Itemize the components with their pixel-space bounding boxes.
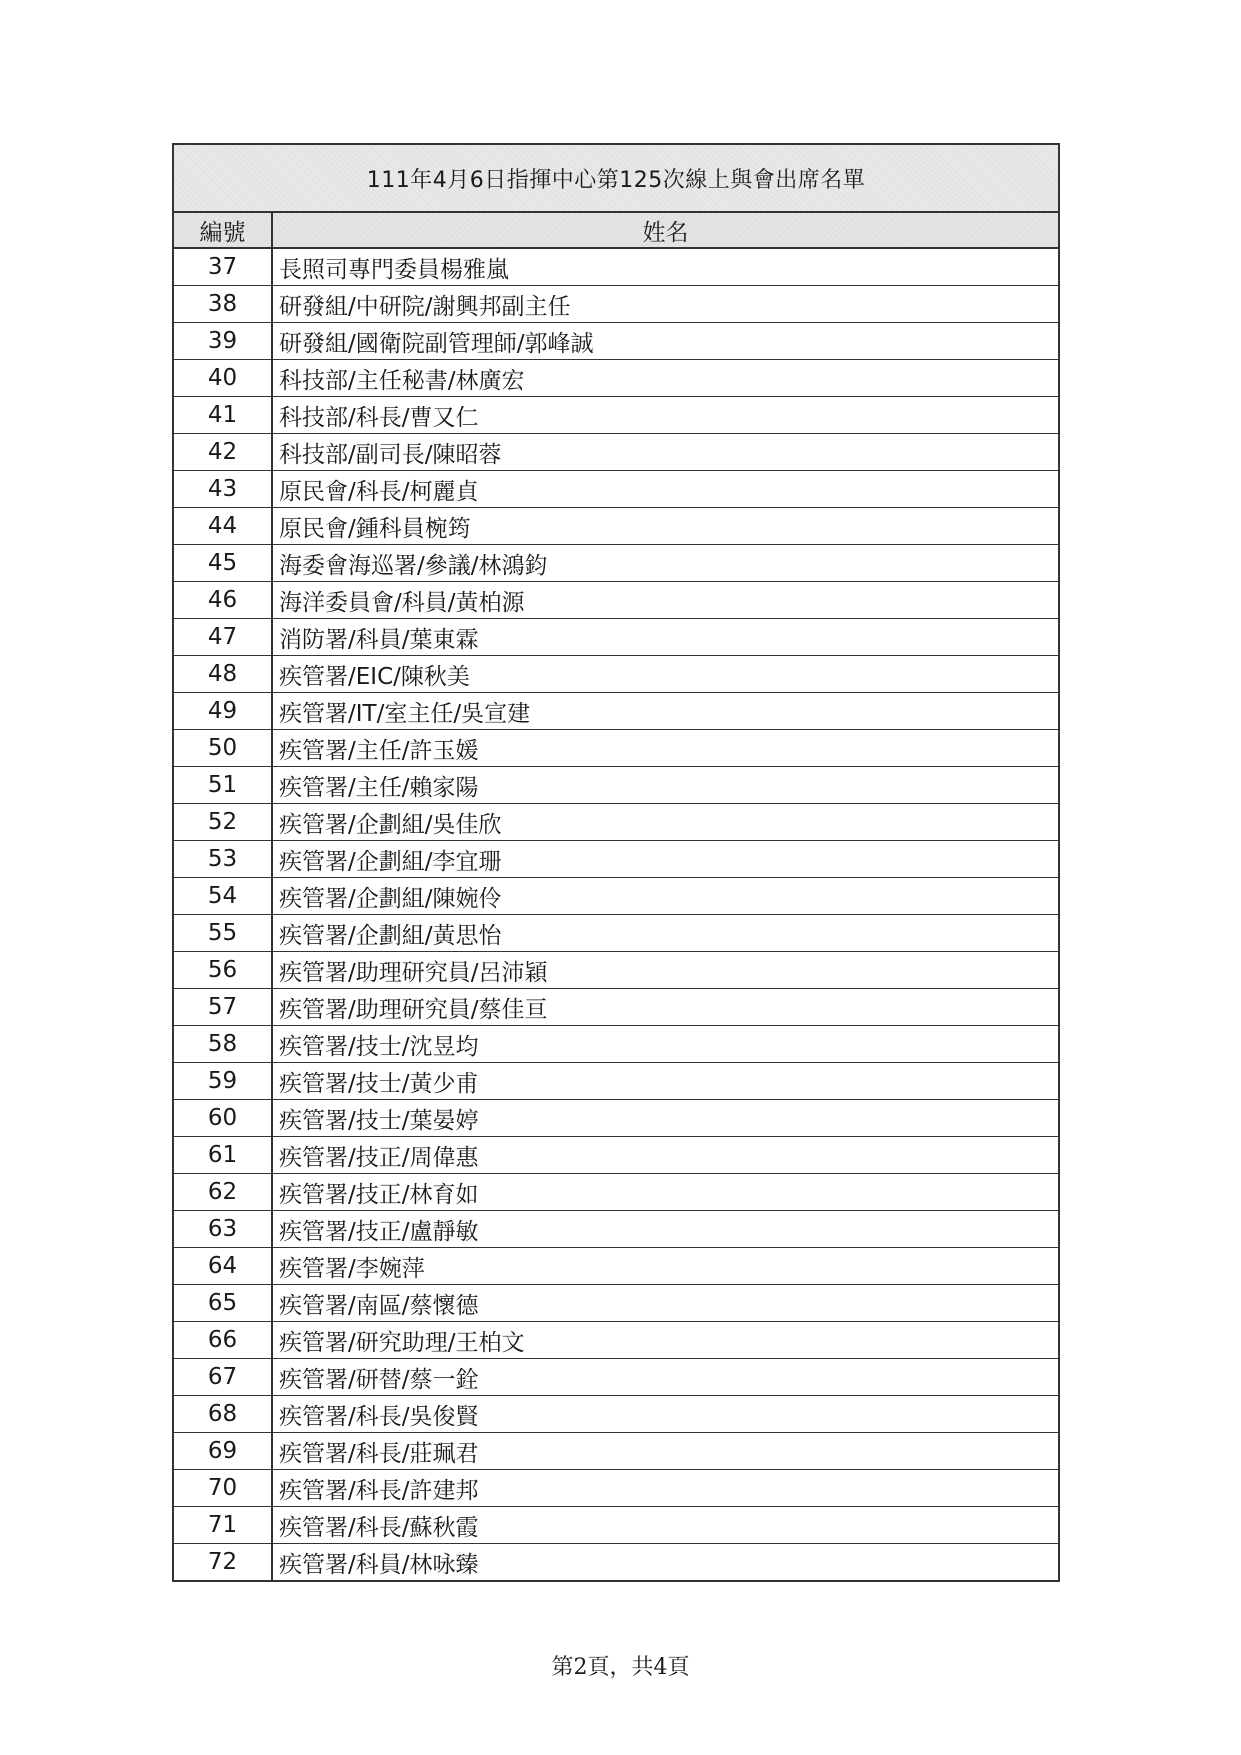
row-name: 疾管署/技士/黃少甫 xyxy=(272,1063,1058,1100)
table-row xyxy=(174,1248,1058,1285)
row-name: 疾管署/技士/葉晏婷 xyxy=(272,1100,1058,1137)
row-number: 58 xyxy=(174,1026,272,1063)
row-name: 疾管署/企劃組/吳佳欣 xyxy=(272,804,1058,841)
table-row xyxy=(174,878,1058,915)
table-row xyxy=(174,1396,1058,1433)
table-row xyxy=(174,508,1058,545)
table-row xyxy=(174,323,1058,360)
header-row xyxy=(174,213,1058,248)
row-name: 疾管署/李婉萍 xyxy=(272,1248,1058,1285)
table-row xyxy=(174,582,1058,619)
row-number: 53 xyxy=(174,841,272,878)
table-row xyxy=(174,545,1058,582)
row-number: 48 xyxy=(174,656,272,693)
table-row xyxy=(174,1322,1058,1359)
attendance-sheet xyxy=(172,143,1060,1582)
row-number: 54 xyxy=(174,878,272,915)
column-header-number: 編號 xyxy=(174,213,272,248)
row-number: 61 xyxy=(174,1137,272,1174)
table-row xyxy=(174,1026,1058,1063)
table-row xyxy=(174,767,1058,804)
row-name: 疾管署/技正/盧靜敏 xyxy=(272,1211,1058,1248)
row-name: 疾管署/EIC/陳秋美 xyxy=(272,656,1058,693)
table-row xyxy=(174,1211,1058,1248)
row-number: 43 xyxy=(174,471,272,508)
row-name: 疾管署/技士/沈昱均 xyxy=(272,1026,1058,1063)
table-row xyxy=(174,693,1058,730)
row-name: 長照司專門委員楊雅嵐 xyxy=(272,248,1058,286)
row-number: 69 xyxy=(174,1433,272,1470)
table-row xyxy=(174,1433,1058,1470)
row-number: 49 xyxy=(174,693,272,730)
row-number: 59 xyxy=(174,1063,272,1100)
row-name: 疾管署/科長/許建邦 xyxy=(272,1470,1058,1507)
column-header-name: 姓名 xyxy=(272,213,1058,248)
row-number: 71 xyxy=(174,1507,272,1544)
row-name: 疾管署/研究助理/王柏文 xyxy=(272,1322,1058,1359)
row-name: 疾管署/主任/賴家陽 xyxy=(272,767,1058,804)
row-number: 55 xyxy=(174,915,272,952)
table-row xyxy=(174,1137,1058,1174)
row-name: 科技部/主任秘書/林廣宏 xyxy=(272,360,1058,397)
table-row xyxy=(174,1174,1058,1211)
table-row xyxy=(174,1544,1058,1581)
row-number: 42 xyxy=(174,434,272,471)
row-name: 疾管署/企劃組/李宜珊 xyxy=(272,841,1058,878)
row-number: 51 xyxy=(174,767,272,804)
row-number: 72 xyxy=(174,1544,272,1581)
table-row xyxy=(174,471,1058,508)
table-row xyxy=(174,656,1058,693)
table-row xyxy=(174,915,1058,952)
row-name: 疾管署/主任/許玉媛 xyxy=(272,730,1058,767)
table-row xyxy=(174,730,1058,767)
row-number: 57 xyxy=(174,989,272,1026)
row-number: 50 xyxy=(174,730,272,767)
row-name: 疾管署/科長/吳俊賢 xyxy=(272,1396,1058,1433)
row-name: 原民會/鍾科員椀筠 xyxy=(272,508,1058,545)
row-name: 科技部/副司長/陳昭蓉 xyxy=(272,434,1058,471)
table-row xyxy=(174,360,1058,397)
table-body xyxy=(174,248,1058,1580)
table-row xyxy=(174,1507,1058,1544)
row-number: 52 xyxy=(174,804,272,841)
attendance-table xyxy=(174,213,1058,1580)
row-name: 疾管署/技正/周偉惠 xyxy=(272,1137,1058,1174)
row-number: 39 xyxy=(174,323,272,360)
row-number: 37 xyxy=(174,248,272,286)
row-number: 60 xyxy=(174,1100,272,1137)
sheet-title: 111年4月6日指揮中心第125次線上與會出席名單 xyxy=(174,145,1058,213)
row-number: 44 xyxy=(174,508,272,545)
row-number: 56 xyxy=(174,952,272,989)
table-row xyxy=(174,397,1058,434)
row-name: 疾管署/企劃組/陳婉伶 xyxy=(272,878,1058,915)
row-number: 46 xyxy=(174,582,272,619)
row-name: 科技部/科長/曹又仁 xyxy=(272,397,1058,434)
row-name: 疾管署/助理研究員/蔡佳亘 xyxy=(272,989,1058,1026)
table-row xyxy=(174,952,1058,989)
row-name: 疾管署/企劃組/黃思怡 xyxy=(272,915,1058,952)
table-row xyxy=(174,619,1058,656)
row-name: 原民會/科長/柯麗貞 xyxy=(272,471,1058,508)
table-row xyxy=(174,1470,1058,1507)
page-footer: 第2頁，共4頁 xyxy=(551,1655,690,1680)
row-name: 疾管署/南區/蔡懷德 xyxy=(272,1285,1058,1322)
row-name: 海委會海巡署/參議/林鴻鈞 xyxy=(272,545,1058,582)
row-number: 41 xyxy=(174,397,272,434)
row-name: 疾管署/科員/林咏臻 xyxy=(279,1551,479,1578)
row-number: 70 xyxy=(174,1470,272,1507)
row-number: 65 xyxy=(174,1285,272,1322)
table-row xyxy=(174,434,1058,471)
table-row xyxy=(174,248,1058,286)
row-number: 62 xyxy=(174,1174,272,1211)
row-name: 研發組/中研院/謝興邦副主任 xyxy=(272,286,1058,323)
table-row xyxy=(174,804,1058,841)
row-name: 研發組/國衛院副管理師/郭峰誠 xyxy=(272,323,1058,360)
row-name: 疾管署/技正/林育如 xyxy=(272,1174,1058,1211)
row-number: 67 xyxy=(174,1359,272,1396)
row-name: 疾管署/研替/蔡一銓 xyxy=(272,1359,1058,1396)
row-number: 64 xyxy=(174,1248,272,1285)
row-number: 47 xyxy=(174,619,272,656)
row-name: 海洋委員會/科員/黃柏源 xyxy=(272,582,1058,619)
table-row xyxy=(174,989,1058,1026)
row-name: 消防署/科員/葉東霖 xyxy=(272,619,1058,656)
table-row xyxy=(174,1063,1058,1100)
row-number: 68 xyxy=(174,1396,272,1433)
row-number: 63 xyxy=(174,1211,272,1248)
row-number: 66 xyxy=(174,1322,272,1359)
table-row xyxy=(174,841,1058,878)
table-row xyxy=(174,286,1058,323)
table-row xyxy=(174,1359,1058,1396)
row-name: 疾管署/科長/蘇秋霞 xyxy=(272,1507,1058,1544)
row-number: 40 xyxy=(174,360,272,397)
row-number: 38 xyxy=(174,286,272,323)
table-row xyxy=(174,1100,1058,1137)
row-name: 疾管署/科長/莊珮君 xyxy=(272,1433,1058,1470)
row-name: 疾管署/IT/室主任/吳宣建 xyxy=(272,693,1058,730)
table-row xyxy=(174,1285,1058,1322)
row-name: 疾管署/助理研究員/呂沛穎 xyxy=(272,952,1058,989)
row-number: 45 xyxy=(174,545,272,582)
